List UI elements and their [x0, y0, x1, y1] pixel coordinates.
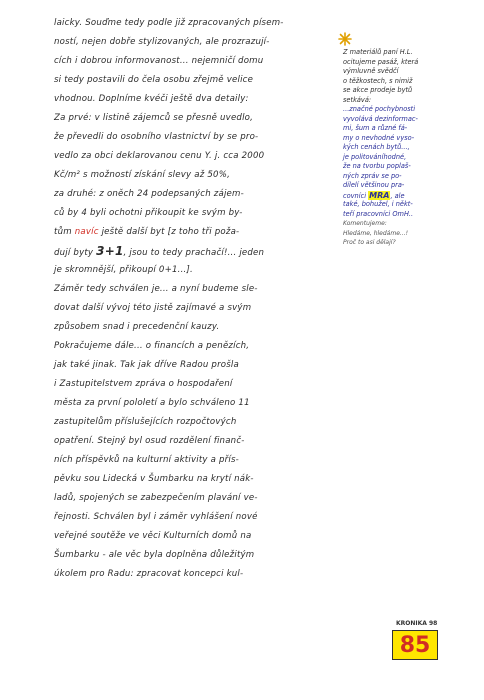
quoted-line: je politováníhodné,	[343, 152, 407, 161]
text-line: za druhé: z oněch 24 podepsaných zájem-	[54, 189, 244, 199]
page-number: 85	[392, 630, 438, 660]
text-line: že převedli do osobního vlastnictví by se pro-	[54, 132, 259, 142]
text-line: způsobem snad i precedenční kauzy.	[54, 322, 220, 332]
emphasized-text: 3+1	[96, 244, 124, 258]
quoted-line: ...značné pochybnosti	[343, 105, 416, 113]
text-line: je skromnější, přikoupí 0+1...].	[54, 265, 193, 275]
note-line: ocitujeme pasáž, která	[343, 57, 419, 66]
comment-line: Komentujeme:	[343, 220, 387, 227]
text-line: veřejné soutěže ve věci Kulturních domů na	[54, 531, 252, 541]
quoted-line: ných zpráv se po-	[343, 171, 402, 180]
text-line: vedlo za obci deklarovanou cenu Y. j. cca 2000	[54, 151, 265, 161]
note-line: Z materiálů paní H.L.	[343, 48, 413, 56]
note-line: o těžkostech, s nimiž	[343, 76, 413, 85]
text-line: řejnosti. Schválen byl i záměr vyhlášení nové	[54, 512, 258, 522]
text-line: ních příspěvků na kulturní aktivity a přís-	[54, 455, 239, 465]
text-line: úkolem pro Radu: zpracovat koncepci kul-	[54, 569, 244, 579]
text-line: Záměr tedy schválen je... a nyní budeme sle-	[54, 284, 258, 294]
quoted-line: mi, šum a různé fá-	[343, 124, 408, 132]
main-text-column	[54, 14, 324, 584]
text-line: ností, nejen dobře stylizovaných, ale prozrazují-	[54, 37, 270, 47]
highlighted-word: MRA	[369, 190, 390, 200]
star-icon	[338, 32, 352, 46]
text-line: si tedy postavili do čela osobu zřejmě velice	[54, 75, 254, 85]
text-line: pěvku sou Lidecká v Šumbarku na krytí nák-	[54, 474, 254, 484]
text-line: laicky. Souďme tedy podle již zpracovaných písem-	[54, 18, 284, 28]
comment-line: Proč to asi dělají?	[343, 239, 396, 246]
text-line: Šumbarku - ale věc byla doplněna důležitým	[54, 550, 255, 560]
text-line: dovat další vývoj této jistě zajímavé a svým	[54, 303, 252, 313]
text-line: tům navíc ještě další byt [z toho tři poža-	[54, 227, 240, 237]
text-line: opatření. Stejný byl osud rozdělení finanč-	[54, 436, 245, 446]
quoted-line: covníci MRA, ale	[343, 190, 405, 200]
text-line: města za první pololetí a bylo schváleno 11	[54, 398, 250, 408]
chronicle-label: KRONIKA 98	[396, 620, 438, 627]
note-line: setkává:	[343, 95, 372, 104]
quoted-line: my o nevhodné vyso-	[343, 133, 415, 142]
quoted-line: teří pracovníci OmH..	[343, 209, 414, 218]
text-line: Pokračujeme dále... o financích a penězích,	[54, 341, 250, 351]
note-line: výmluvně svědčí	[343, 67, 399, 75]
quoted-line: že na tvorbu poplaš-	[343, 162, 411, 170]
highlighted-word: navíc	[74, 227, 99, 237]
text-line: Kč/m² s možností získání slevy až 50%,	[54, 170, 231, 180]
text-line: i Zastupitelstvem zpráva o hospodaření	[54, 379, 233, 389]
text-line: Za prvé: v listině zájemců se přesně uvedlo,	[54, 113, 254, 123]
text-line: dují byty 3+1, jsou to tedy prachačí!... jeden	[54, 244, 265, 258]
quoted-line: také, bohužel, i někt-	[343, 200, 413, 208]
quoted-line: dílelí většinou pra-	[343, 181, 405, 189]
text-line: ců by 4 byli ochotni přikoupit ke svým by-	[54, 208, 243, 218]
text-line: cích i dobrou informovanost... nejemničí domu	[54, 56, 264, 66]
comment-line: Hledáme, hledáme...!	[343, 229, 409, 237]
text-line: jak také jinak. Tak jak dříve Radou prošla	[54, 360, 239, 370]
text-line: ladů, spojených se zabezpečením plavání ve-	[54, 493, 258, 503]
text-line: zastupitelům příslušejících rozpočtových	[54, 417, 237, 427]
quoted-line: kých cenách bytů...,	[343, 143, 410, 151]
note-line: se akce prodeje bytů	[343, 86, 413, 94]
margin-note	[343, 48, 473, 248]
text-line: vhodnou. Doplníme kvéči ještě dva detaily:	[54, 94, 249, 104]
quoted-line: vyvolává dezinformac-	[343, 114, 418, 123]
